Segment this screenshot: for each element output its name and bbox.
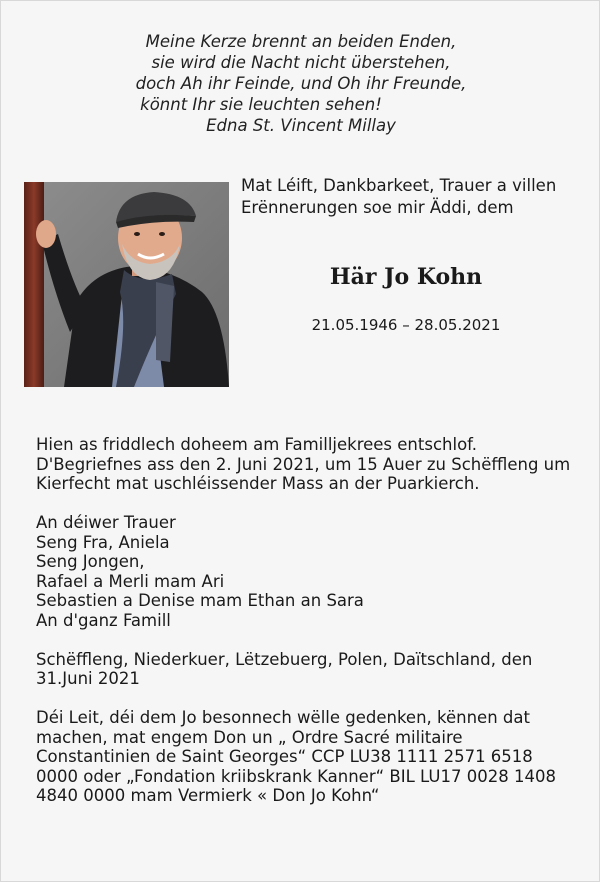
text-line: 31.Juni 2021	[36, 669, 140, 688]
intro-text	[241, 175, 556, 219]
intro-line: Mat Léift, Dankbarkeet, Trauer a villen	[241, 176, 557, 195]
text-line: An déiwer Trauer	[36, 513, 176, 532]
poem-line: könnt Ihr sie leuchten sehen!	[140, 95, 382, 114]
text-line: Constantinien de Saint Georges“ CCP LU38 1111 2571 6518	[36, 747, 533, 766]
text-line: machen, mat engem Don un „ Ordre Sacré militaire	[36, 727, 463, 747]
text-line: 4840 0000 mam Vermierk « Don Jo Kohn“	[36, 786, 380, 805]
poem-line: sie wird die Nacht nicht überstehen,	[151, 53, 451, 72]
text-line: Seng Jongen,	[36, 552, 145, 571]
portrait-photo	[24, 182, 229, 387]
place-date-paragraph	[36, 650, 596, 689]
life-dates: 21.05.1946 – 28.05.2021	[311, 316, 501, 334]
poem-line: Meine Kerze brennt an beiden Enden,	[145, 32, 457, 51]
text-line: Sebastien a Denise mam Ethan an Sara	[36, 591, 364, 610]
text-line: Kierfecht mat uschléissender Mass an der Puarkierch.	[36, 474, 480, 493]
funeral-paragraph	[36, 435, 596, 494]
text-line: Hien as friddlech doheem am Familljekrees entschlof.	[36, 435, 478, 454]
donation-paragraph	[36, 708, 596, 806]
text-line: Rafael a Merli mam Ari	[36, 571, 225, 591]
poem-author: Edna St. Vincent Millay	[206, 116, 396, 135]
poem-line: doch Ah ihr Feinde, und Oh ihr Freunde,	[135, 74, 467, 93]
text-line: An d'ganz Famill	[36, 610, 171, 630]
mourners-paragraph	[36, 513, 596, 630]
text-line: D'Begriefnes ass den 2. Juni 2021, um 15 Auer zu Schëffleng um	[36, 454, 571, 474]
intro-line: Erënnerungen soe mir Äddi, dem	[241, 198, 514, 217]
text-line: Schëffleng, Niederkuer, Lëtzebuerg, Polen, Daïtschland, den	[36, 649, 533, 669]
notice-body	[36, 435, 596, 825]
text-line: Déi Leit, déi dem Jo besonnech wëlle gedenken, kënnen dat	[36, 708, 530, 727]
deceased-name: Här Jo Kohn	[329, 264, 483, 290]
text-line: Seng Fra, Aniela	[36, 532, 170, 552]
text-line: 0000 oder „Fondation kriibskrank Kanner“ BIL LU17 0028 1408	[36, 766, 556, 786]
poem-quote	[1, 31, 600, 136]
